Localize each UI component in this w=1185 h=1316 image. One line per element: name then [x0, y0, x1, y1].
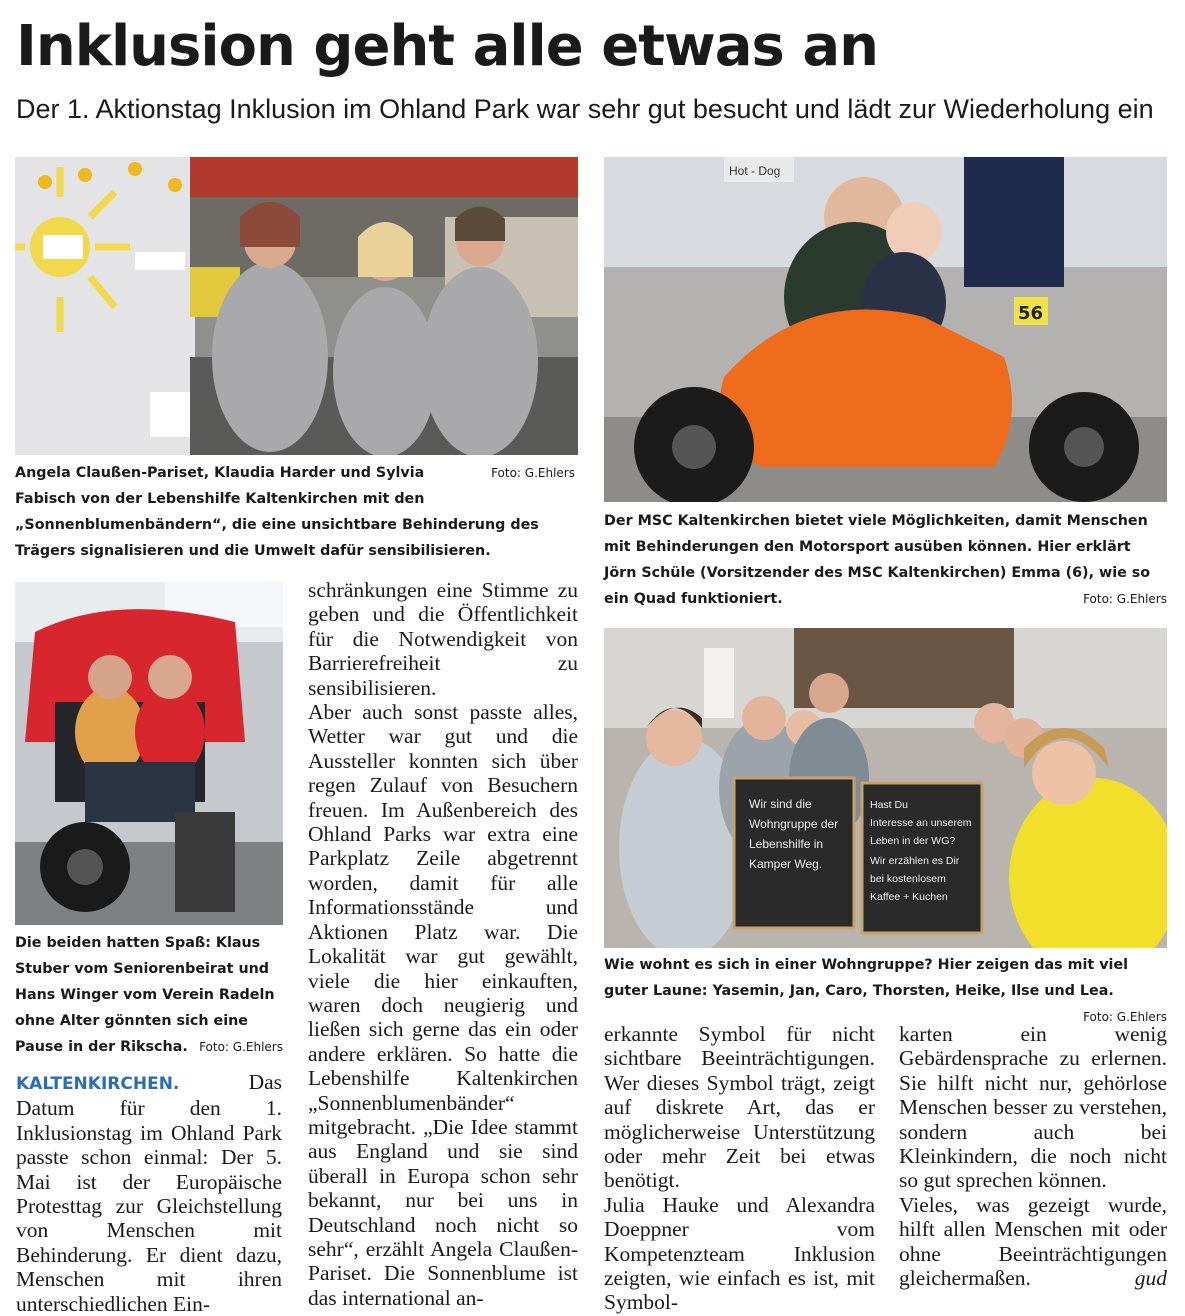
photo-credit: Foto: G.Ehlers	[491, 466, 575, 480]
photo-wohngruppe	[604, 628, 1167, 948]
chalkboard-wohngruppe	[734, 778, 854, 928]
article-column-3	[604, 1022, 875, 1315]
photo-caption-wohngruppe: Wie wohnt es sich in einer Wohngruppe? Hier zeigen das mit viel guter Laune: Yasemin, Jan, Caro, Thorsten, Heike, Ilse und Lea. Foto: G.Ehlers	[604, 952, 1167, 1030]
photo-caption-lebenshilfe: Foto: G.Ehlers Angela Claußen-Pariset, Klaudia Harder und Sylvia Fabisch von der Lebenshilfe Kaltenkirchen mit den „Sonnenblumenbändern“, die eine unsichtbare Behinderung des Trägers signalisieren und die Umwelt dafür sensibilisieren.	[15, 460, 575, 564]
chalkboard-kaffee-kuchen	[862, 783, 982, 933]
article-headline: Inklusion geht alle etwas an	[16, 14, 878, 79]
photo-rikscha	[15, 582, 283, 925]
photo-lebenshilfe-team	[15, 157, 578, 455]
author-signature: gud	[1134, 1266, 1167, 1291]
article-column-2	[308, 578, 578, 1310]
photo-credit: Foto: G.Ehlers	[1083, 1010, 1167, 1024]
photo-msc-quad	[604, 157, 1167, 502]
svg-text:Wir sind die Wohngrupp: Wir sind die Wohngruppe der Lebenshilfe in Kamper Weg.	[749, 797, 839, 871]
photo-caption-quad: Der MSC Kaltenkirchen bietet viele Möglichkeiten, damit Menschen mit Behinderungen den Motorsport ausüben können. Hier erklärt Jörn Schüle (Vorsitzender des MSC Kaltenkirchen) Emma (6), wie so ein Quad funktioniert. Foto: G.Ehlers	[604, 508, 1167, 612]
paragraph: erkannte Symbol für nicht sichtbare Beeinträchtigungen. Wer dieses Symbol trägt, zeigt auf diskrete Art, das er möglicherweise Unterstützung oder mehr Zeit bei etwas benötigt.	[604, 1022, 875, 1193]
article-column-1: KALTENKIRCHEN. Das Datum für den 1. Inklusionstag im Ohland Park passte schon einmal: Der 5. Mai ist der Europäische Protesttag zur Gleichstellung von Menschen mit Behinderung. Er dient dazu, Menschen mit ihren unterschiedlichen Ein-	[16, 1070, 282, 1316]
paragraph: karten ein wenig Gebärdensprache zu erlernen. Sie hilft nicht nur, gehörlose Menschen besser zu verstehen, sondern auch bei Kleinkindern, die noch nicht so gut sprechen können.	[899, 1022, 1167, 1193]
article-column-4	[899, 1022, 1167, 1290]
svg-text:Hast Du Interesse an u: Hast Du Interesse an unserem Leben in der WG? Wir erzählen es Dir bei kostenlosem Kaffee + Kuchen	[870, 799, 972, 903]
dateline: KALTENKIRCHEN.	[16, 1074, 180, 1094]
photo-caption-rikscha: Die beiden hatten Spaß: Klaus Stuber vom Seniorenbeirat und Hans Winger vom Verein Radeln ohne Alter gönnten sich eine Pause in der Rikscha. Foto: G.Ehlers	[15, 930, 283, 1060]
paragraph: schränkungen eine Stimme zu geben und die Öffentlichkeit für die Notwendigkeit von Barrierefreiheit zu sensibilisieren.	[308, 578, 578, 700]
photo-credit: Foto: G.Ehlers	[199, 1040, 283, 1054]
paragraph: Aber auch sonst passte alles, Wetter war gut und die Aussteller konnten sich über regen Zulauf von Besuchern freuen. Im Außenbereich des Ohland Parks war extra eine Parkplatz Zeile abgetrennt worden, damit für alle Informationsstände und Aktionen Platz war. Die Lokalität war gut gewählt, viele die hier einkauften, waren doch neugierig und ließen sich gerne das ein oder andere erklären. So hatte die Lebenshilfe Kaltenkirchen „Sonnenblumenbänder“ mitgebracht. „Die Idee stammt aus England und sie sind überall in Europa schon sehr bekannt, nur bei uns in Deutschland noch nicht so sehr“, erzählt Angela Claußen-Pariset. Die Sonnenblume ist das international an-	[308, 700, 578, 1310]
article-subheadline: Der 1. Aktionstag Inklusion im Ohland Park war sehr gut besucht und lädt zur Wiederholung ein	[16, 94, 1154, 124]
quad-number: 56	[1018, 303, 1044, 324]
hot-dog-sign: Hot - Dog	[729, 164, 781, 178]
photo-credit: Foto: G.Ehlers	[1083, 592, 1167, 606]
paragraph: Julia Hauke und Alexandra Doeppner vom Kompetenzteam Inklusion zeigten, wie einfach es ist, mit Symbol-	[604, 1192, 875, 1315]
paragraph: Vieles, was gezeigt wurde, hilft allen Menschen mit oder ohne Beeinträchtigungen gleichermaßen. gud	[899, 1192, 1167, 1291]
